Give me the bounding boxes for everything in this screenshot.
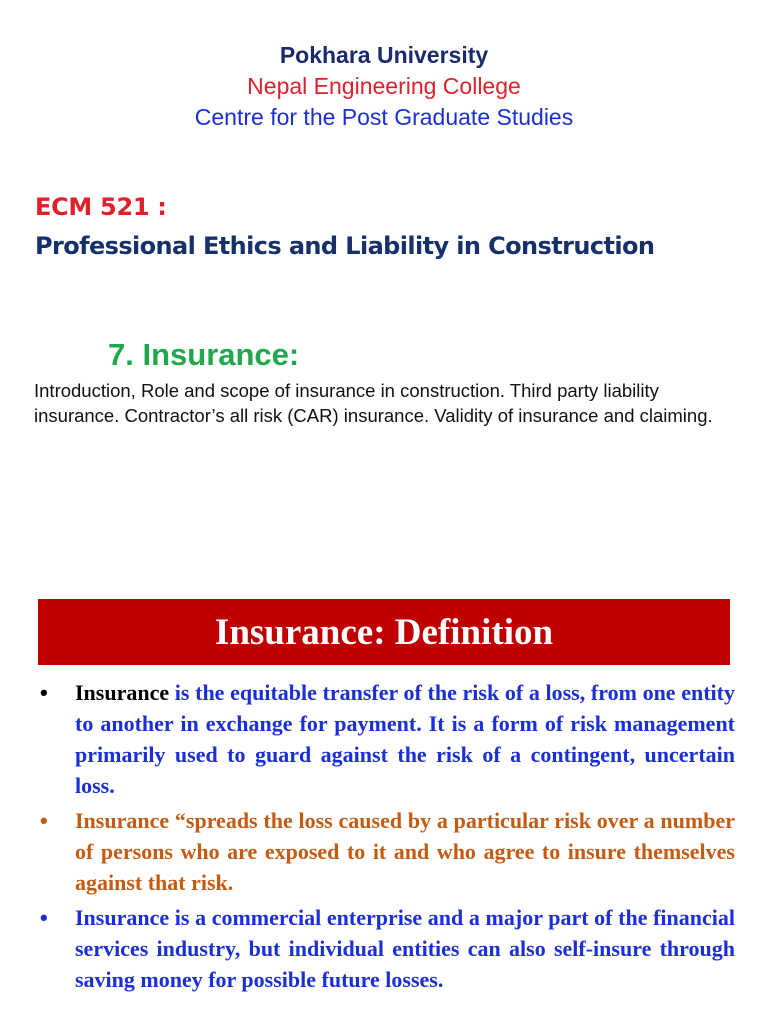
bullet-text: Insurance “spreads the loss caused by a particular risk over a number of persons who are exposed to it and who agree to insure themselves against that risk. xyxy=(75,808,735,895)
header xyxy=(0,40,768,133)
unit-title: 7. Insurance: xyxy=(108,337,300,372)
centre-name: Centre for the Post Graduate Studies xyxy=(194,104,574,130)
college-name: Nepal Engineering College xyxy=(247,73,521,99)
list-item xyxy=(38,902,735,995)
unit-description: Introduction, Role and scope of insurance in construction. Third party liability insurance. Contractor’s all risk (CAR) insurance. Validity of insurance and claiming. xyxy=(34,380,713,426)
bullet-lead: Insurance xyxy=(75,680,170,705)
course-code: ECM 521 : xyxy=(35,193,167,221)
university-name: Pokhara University xyxy=(279,42,489,68)
section-banner xyxy=(38,599,730,665)
definition-list xyxy=(38,677,735,999)
banner-title: Insurance: Definition xyxy=(214,611,554,653)
list-item xyxy=(38,677,735,801)
bullet-text: is the equitable transfer of the risk of a loss, from one entity to another in exchange for payment. It is a form of risk management primarily used to guard against the risk of a contingent, uncertain loss. xyxy=(75,680,735,798)
bullet-icon: • xyxy=(40,808,48,833)
course-title: Professional Ethics and Liability in Construction xyxy=(35,232,655,260)
bullet-icon: • xyxy=(40,680,48,705)
bullet-text: Insurance is a commercial enterprise and a major part of the financial services industry, but individual entities can also self-insure through saving money for possible future losses. xyxy=(75,905,735,992)
list-item xyxy=(38,805,735,898)
bullet-icon: • xyxy=(40,905,48,930)
